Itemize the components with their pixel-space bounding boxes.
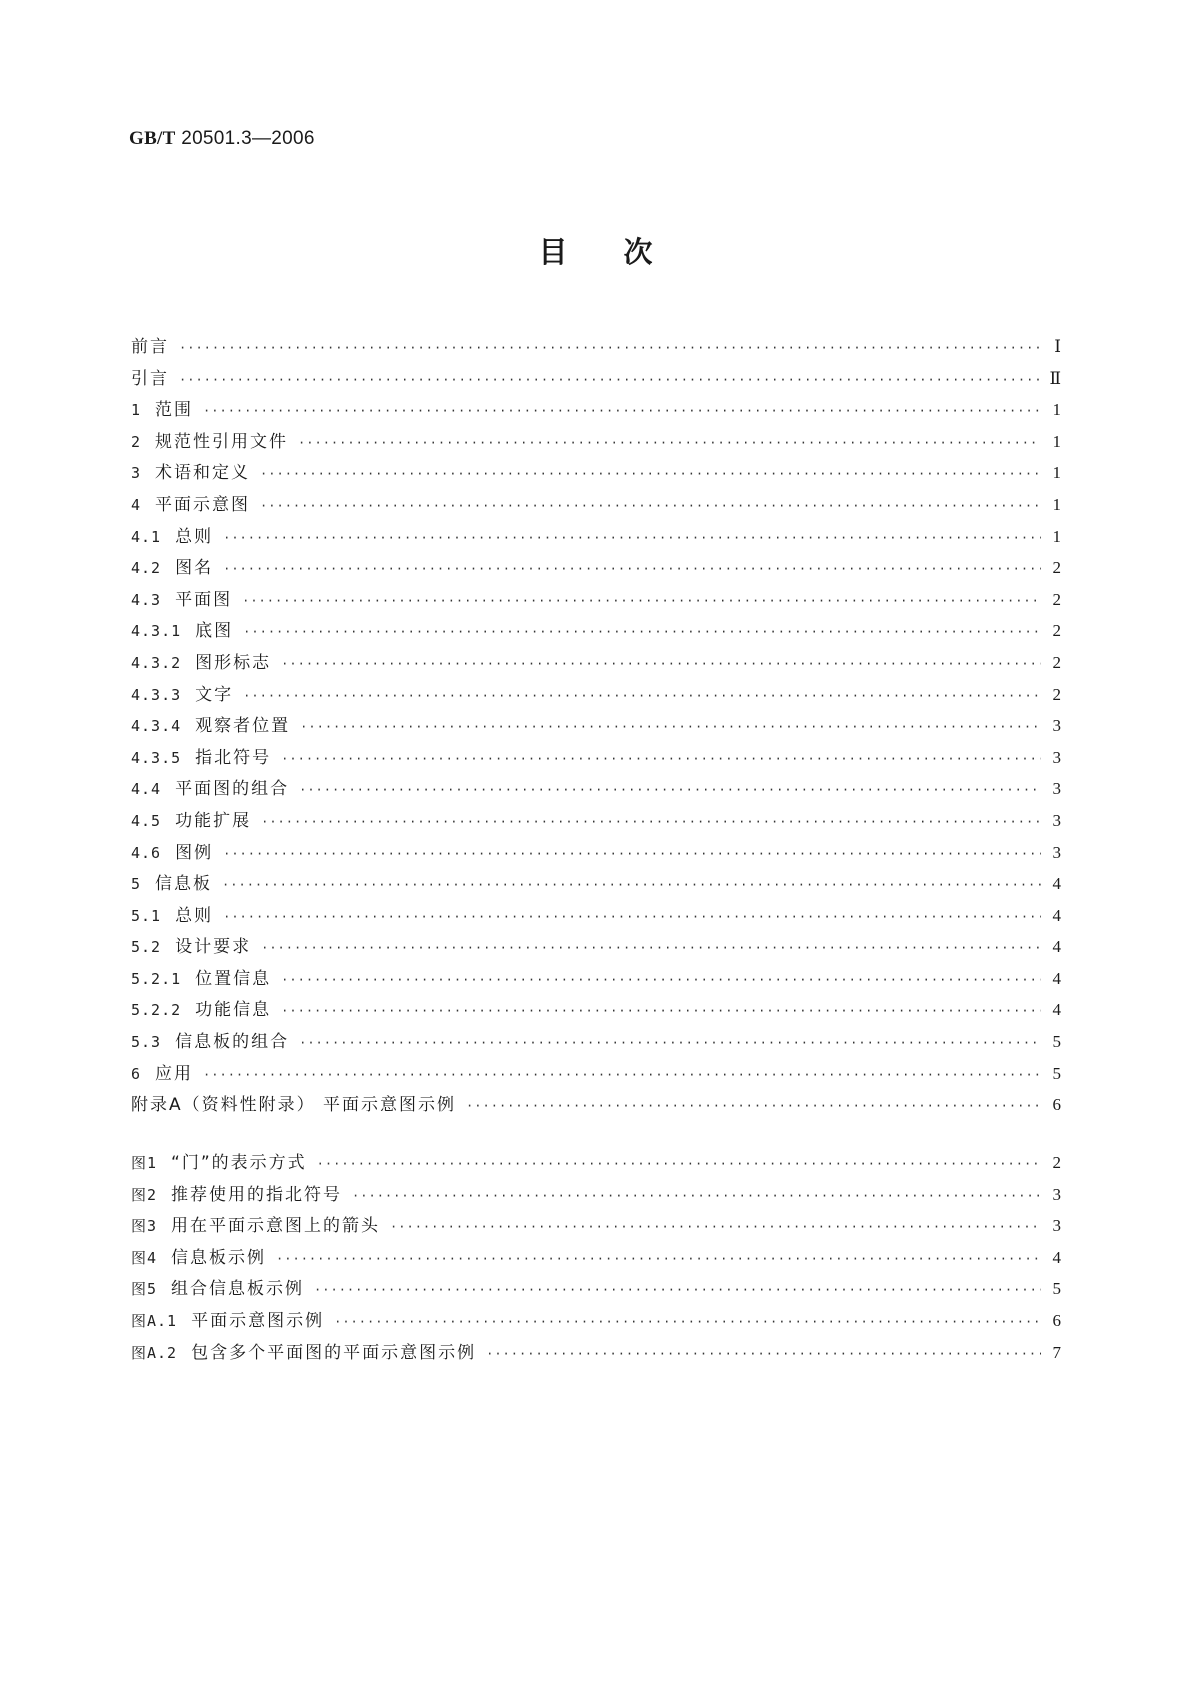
leader-dots — [334, 1307, 1041, 1339]
figure-entry[interactable] — [131, 1242, 1061, 1274]
toc-entry-title: 规范性引用文件 — [155, 431, 289, 452]
toc-entry[interactable] — [131, 931, 1061, 963]
toc-entry[interactable] — [131, 615, 1061, 647]
toc-entry[interactable] — [131, 1089, 1061, 1121]
toc-entry-page: 2 — [1052, 684, 1061, 704]
leader-dots — [203, 1060, 1041, 1092]
page-title: 目次 — [538, 235, 709, 269]
toc-entry-number: 1 — [131, 401, 142, 420]
toc-entry[interactable] — [131, 963, 1061, 995]
toc-entry-page: 6 — [1052, 1095, 1061, 1115]
leader-dots — [223, 523, 1041, 555]
leader-dots — [260, 491, 1041, 523]
toc-entry-page: 1 — [1052, 431, 1061, 451]
leader-dots — [260, 459, 1041, 491]
table-of-contents — [131, 331, 1061, 1121]
leader-dots — [317, 1149, 1041, 1181]
toc-entry-title: 底图 — [195, 621, 234, 642]
leader-dots — [243, 681, 1041, 713]
toc-entry[interactable] — [131, 1026, 1061, 1058]
toc-entry-page: 3 — [1052, 810, 1061, 830]
toc-entry[interactable] — [131, 868, 1061, 900]
toc-entry-number: 4.3.4 — [131, 717, 182, 736]
toc-entry-title: 信息板的组合 — [175, 1032, 290, 1053]
toc-entry-title: 应用 — [155, 1063, 194, 1084]
leader-dots — [261, 933, 1041, 965]
leader-dots — [223, 839, 1041, 871]
toc-entry[interactable] — [131, 363, 1061, 395]
figure-entry[interactable] — [131, 1147, 1061, 1179]
figure-entry-title: “门”的表示方式 — [171, 1153, 307, 1173]
toc-entry-page: 4 — [1052, 905, 1061, 925]
toc-entry-title: 观察者位置 — [195, 716, 291, 737]
toc-entry-page: Ⅰ — [1054, 337, 1061, 356]
toc-entry-title: 范围 — [155, 400, 194, 421]
figure-entry-page: 4 — [1052, 1247, 1061, 1267]
figure-entry-number: 图4 — [131, 1248, 158, 1267]
standard-prefix: GB/T — [129, 128, 176, 149]
toc-entry-page: 3 — [1052, 779, 1061, 799]
figure-entry[interactable] — [131, 1273, 1061, 1305]
toc-entry[interactable] — [131, 742, 1061, 774]
leader-dots — [299, 775, 1041, 807]
figure-entry[interactable] — [131, 1210, 1061, 1242]
toc-entry[interactable] — [131, 489, 1061, 521]
leader-dots — [222, 870, 1041, 902]
toc-entry-title: 图例 — [175, 842, 214, 863]
leader-dots — [352, 1181, 1041, 1213]
toc-entry-page: 4 — [1052, 968, 1061, 988]
figure-entry[interactable] — [131, 1337, 1061, 1369]
toc-entry-title: 图形标志 — [195, 652, 272, 673]
figure-entry-title: 信息板示例 — [171, 1247, 267, 1268]
standard-number: 20501.3—2006 — [181, 128, 315, 149]
toc-entry-title: 引言 — [131, 368, 169, 389]
toc-entry-page: Ⅱ — [1049, 368, 1061, 388]
leader-dots — [223, 902, 1041, 934]
leader-dots — [300, 712, 1041, 744]
toc-entry[interactable] — [131, 710, 1061, 742]
toc-entry-number: 5 — [131, 875, 142, 894]
leader-dots — [261, 807, 1041, 839]
leader-dots — [281, 649, 1041, 681]
leader-dots — [242, 586, 1041, 618]
figure-entry-title: 包含多个平面图的平面示意图示例 — [191, 1342, 477, 1363]
toc-entry-number: 4.3.2 — [131, 653, 182, 672]
toc-entry-page: 1 — [1052, 526, 1061, 546]
toc-entry-page: 2 — [1052, 652, 1061, 672]
toc-entry[interactable] — [131, 426, 1061, 458]
leader-dots — [243, 617, 1041, 649]
toc-entry-title: 功能扩展 — [175, 810, 252, 831]
figure-entry[interactable] — [131, 1179, 1061, 1211]
toc-entry-number: 4.5 — [131, 811, 162, 830]
toc-entry-number: 4.1 — [131, 527, 162, 546]
toc-entry[interactable] — [131, 1058, 1061, 1090]
list-of-figures — [131, 1147, 1061, 1368]
toc-entry-number: 6 — [131, 1064, 142, 1083]
leader-dots — [179, 333, 1041, 365]
toc-entry[interactable] — [131, 837, 1061, 869]
toc-entry-number: 4.6 — [131, 843, 162, 862]
toc-entry-number: 5.1 — [131, 906, 162, 925]
figure-entry-page: 2 — [1052, 1153, 1061, 1172]
leader-dots — [299, 1028, 1041, 1060]
toc-entry-number: 4.4 — [131, 780, 162, 799]
toc-entry-number: 5.2.2 — [131, 1001, 182, 1020]
figure-entry-number: 图A.1 — [131, 1311, 178, 1330]
toc-entry-title: 总则 — [175, 526, 214, 547]
leader-dots — [390, 1212, 1041, 1244]
leader-dots — [223, 554, 1041, 586]
toc-entry[interactable] — [131, 773, 1061, 805]
toc-entry-title: 附录A（资料性附录） 平面示意图示例 — [131, 1095, 457, 1116]
figure-entry-page: 3 — [1052, 1184, 1061, 1204]
leader-dots — [281, 744, 1041, 776]
leader-dots — [281, 965, 1041, 997]
figure-entry-title: 平面示意图示例 — [191, 1310, 325, 1331]
toc-entry-page: 3 — [1052, 747, 1061, 767]
toc-entry-page: 1 — [1052, 400, 1061, 420]
toc-entry[interactable] — [131, 679, 1061, 711]
standard-code — [129, 128, 315, 150]
toc-entry-title: 设计要求 — [175, 937, 252, 958]
leader-dots — [314, 1275, 1041, 1307]
toc-entry-page: 4 — [1052, 937, 1061, 957]
toc-entry[interactable] — [131, 457, 1061, 489]
toc-entry-page: 4 — [1052, 874, 1061, 894]
toc-entry-title: 总则 — [175, 905, 214, 926]
toc-entry-number: 4.3 — [131, 590, 162, 609]
toc-entry-number: 3 — [131, 464, 142, 483]
leader-dots — [486, 1339, 1041, 1371]
toc-entry-number: 5.3 — [131, 1033, 162, 1052]
toc-entry[interactable] — [131, 994, 1061, 1026]
toc-entry-title: 平面图的组合 — [175, 779, 290, 800]
toc-entry-title: 术语和定义 — [155, 463, 251, 484]
toc-entry-number: 4.2 — [131, 559, 162, 578]
toc-entry-title: 指北符号 — [195, 747, 272, 768]
toc-entry-page: 2 — [1052, 589, 1061, 609]
toc-entry[interactable] — [131, 552, 1061, 584]
toc-entry-title: 前言 — [131, 337, 169, 357]
toc-entry-page: 5 — [1052, 1032, 1061, 1052]
toc-entry-title: 功能信息 — [195, 1000, 272, 1021]
toc-entry[interactable] — [131, 805, 1061, 837]
leader-dots — [298, 428, 1041, 460]
toc-entry[interactable] — [131, 394, 1061, 426]
toc-entry-number: 2 — [131, 432, 142, 451]
toc-entry[interactable] — [131, 331, 1061, 363]
leader-dots — [281, 996, 1041, 1028]
figure-entry-title: 推荐使用的指北符号 — [171, 1184, 343, 1205]
toc-entry-page: 4 — [1052, 1000, 1061, 1020]
toc-entry-page: 3 — [1052, 716, 1061, 736]
toc-entry-page: 1 — [1052, 463, 1061, 483]
toc-entry-number: 4.3.3 — [131, 685, 182, 704]
toc-entry-title: 信息板 — [155, 874, 213, 895]
toc-entry-title: 平面示意图 — [155, 494, 251, 515]
toc-entry-page: 2 — [1052, 621, 1061, 641]
figure-entry-page: 6 — [1052, 1310, 1061, 1330]
leader-dots — [276, 1244, 1041, 1276]
figure-entry-page: 7 — [1052, 1342, 1061, 1362]
figure-entry-page: 5 — [1052, 1279, 1061, 1299]
figure-entry[interactable] — [131, 1305, 1061, 1337]
toc-entry-number: 5.2 — [131, 938, 162, 957]
toc-entry[interactable] — [131, 900, 1061, 932]
toc-entry-number: 4.3.5 — [131, 748, 182, 767]
toc-entry-title: 位置信息 — [195, 968, 272, 989]
toc-entry-title: 图名 — [175, 558, 214, 579]
figure-entry-number: 图5 — [131, 1280, 158, 1299]
toc-entry-title: 文字 — [195, 684, 234, 705]
figure-entry-title: 用在平面示意图上的箭头 — [171, 1216, 381, 1237]
toc-entry-number: 5.2.1 — [131, 969, 182, 988]
leader-dots — [179, 365, 1041, 397]
toc-entry-number: 4 — [131, 495, 142, 514]
toc-entry-page: 1 — [1052, 494, 1061, 514]
toc-entry[interactable] — [131, 584, 1061, 616]
toc-entry-page: 3 — [1052, 842, 1061, 862]
toc-entry[interactable] — [131, 647, 1061, 679]
leader-dots — [203, 396, 1041, 428]
toc-entry-title: 平面图 — [175, 589, 233, 610]
figure-entry-number: 图3 — [131, 1217, 158, 1236]
figure-entry-number: 图1 — [131, 1154, 158, 1172]
figure-entry-title: 组合信息板示例 — [171, 1279, 305, 1300]
toc-entry[interactable] — [131, 521, 1061, 553]
leader-dots — [466, 1091, 1041, 1123]
figure-entry-number: 图2 — [131, 1185, 158, 1204]
toc-entry-number: 4.3.1 — [131, 622, 182, 641]
toc-entry-page: 2 — [1052, 558, 1061, 578]
toc-entry-page: 5 — [1052, 1063, 1061, 1083]
figure-entry-page: 3 — [1052, 1216, 1061, 1236]
figure-entry-number: 图A.2 — [131, 1343, 178, 1362]
